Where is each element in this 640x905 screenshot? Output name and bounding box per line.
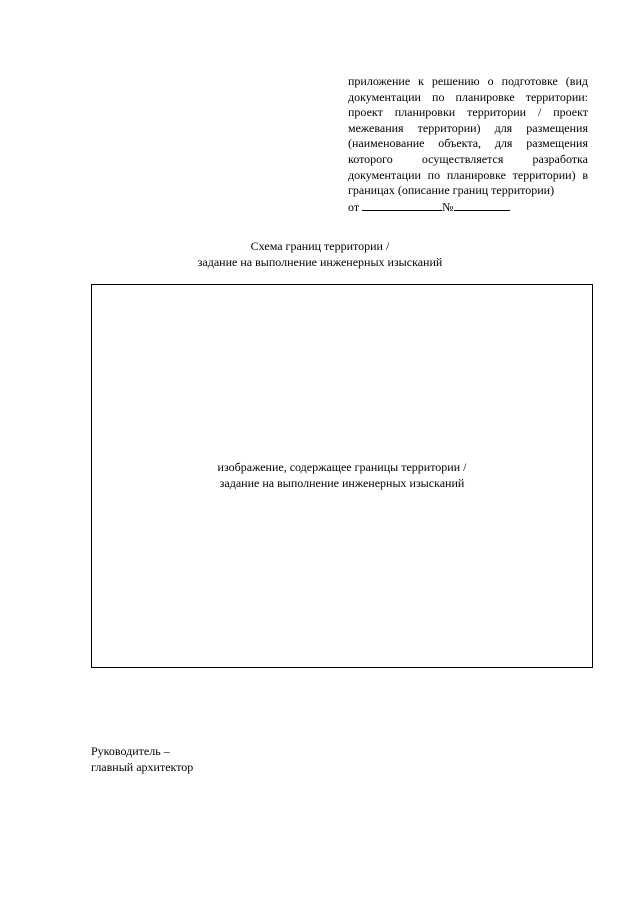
number-blank xyxy=(454,199,510,211)
placeholder-line-1: изображение, содержащее границы территории / xyxy=(217,460,467,475)
date-blank xyxy=(362,199,442,211)
number-sign: № xyxy=(442,199,454,214)
territory-image-frame xyxy=(91,284,593,668)
appendix-text: приложение к решению о подготовке (вид документации по планировке территории: проект планировки территории / проект межевания территории) для размещения (наименование объекта, для размещения которого осуществляется разработка документации по планировке территории) в границах (описание границ территории) xyxy=(348,74,588,198)
image-placeholder-text xyxy=(218,460,467,491)
appendix-note xyxy=(348,74,588,215)
date-prefix: от xyxy=(348,199,360,214)
document-title xyxy=(0,239,640,270)
placeholder-line-2: задание на выполнение инженерных изысканий xyxy=(219,476,465,490)
title-line-2: задание на выполнение инженерных изысканий xyxy=(197,254,443,269)
title-line-1: Схема границ территории / xyxy=(250,239,390,253)
signature-line-2: главный архитектор xyxy=(91,759,194,774)
signature-line-1: Руководитель – xyxy=(91,744,170,758)
signature-block xyxy=(91,744,193,775)
appendix-date-line xyxy=(348,199,588,216)
